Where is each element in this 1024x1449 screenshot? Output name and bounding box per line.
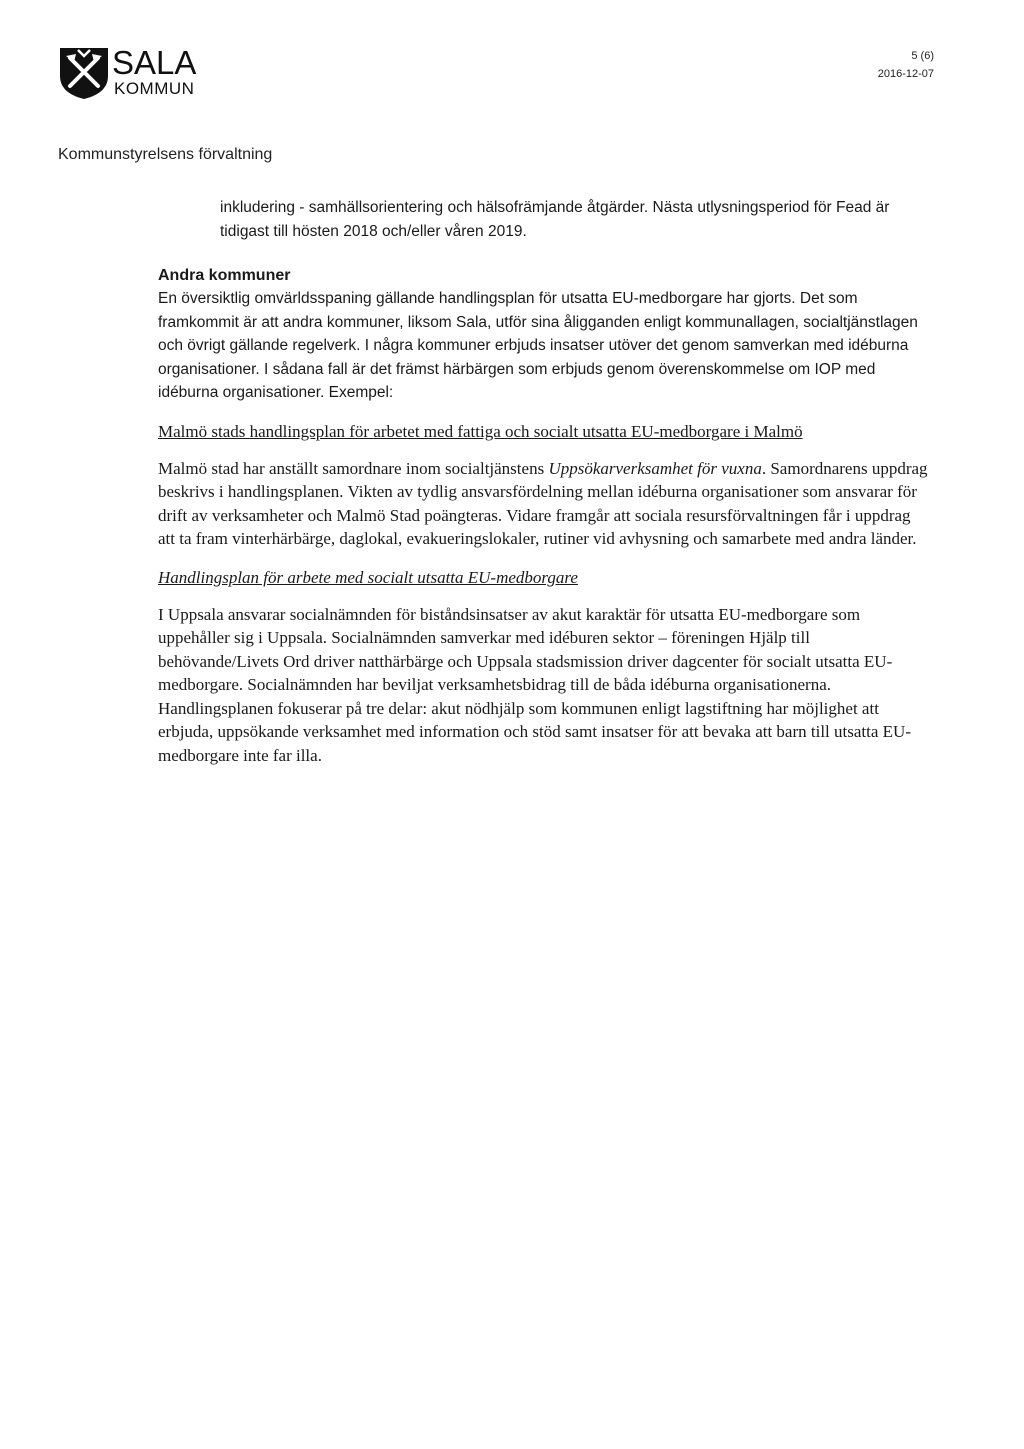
malmo-text-start: Malmö stad har anställt samordnare inom socialtjänstens bbox=[158, 458, 549, 478]
intro-paragraph: inkludering - samhällsorientering och hälsofrämjande åtgärder. Nästa utlysningsperiod för Fead är tidigast till hösten 2018 och/eller våren 2019. bbox=[220, 199, 890, 240]
section-paragraph: En översiktlig omvärldsspaning gällande handlingsplan för utsatta EU-medborgare har gjorts. Det som framkommit är att andra kommuner, liksom Sala, utför sina åligganden enligt kommunallagen, socialtjänstlagen och övrigt gällande regelverk. I några kommuner erbjuds insatser utöver det genom samverkan med idéburna organisationer. I sådana fall är det främst härbärgen som erbjuds genom överenskommelse om IOP med idéburna organisationer. Exempel: bbox=[158, 290, 918, 401]
section-heading: Andra kommuner bbox=[158, 267, 291, 284]
malmo-plan-link[interactable]: Malmö stads handlingsplan för arbetet med fattiga och socialt utsatta EU-medborgare i Malmö bbox=[158, 421, 803, 441]
malmo-text-italic: Uppsökarverksamhet för vuxna bbox=[548, 458, 762, 478]
malmo-paragraph bbox=[158, 457, 928, 551]
sala-kommun-logo bbox=[58, 46, 208, 102]
department-name: Kommunstyrelsens förvaltning bbox=[58, 146, 273, 163]
uppsala-paragraph: I Uppsala ansvarar socialnämnden för biståndsinsatser av akut karaktär för utsatta EU-medborgare som uppehåller sig i Uppsala. Socialnämnden samverkar med idéburen sektor – föreningen Hjälp till behövande/Livets Ord driver natthärbärge och Uppsala stadsmission driver dagcenter för socialt utsatta EU-medborgare. Socialnämnden har beviljat verksamhetsbidrag till de båda idéburna organisationerna. Handlingsplanen fokuserar på tre delar: akut nödhjälp som kommunen enligt lagstiftning har möjlighet att erbjuda, uppsökande verksamhet med information och stöd samt insatser för att bevaka att barn till utsatta EU-medborgare inte far illa. bbox=[158, 604, 911, 765]
malmo-text-end: . Samordnarens uppdrag beskrivs i handlingsplanen. Vikten av tydlig ansvarsfördelning mellan idéburna organisationer som ansvarar för drift av verksamheter och Malmö Stad poängteras. Vidare framgår att sociala resursförvaltningen får i uppdrag att ta fram vinterhärbärge, daglokal, evakueringslokaler, rutiner vid avhysning och samarbete med andra länder. bbox=[158, 458, 928, 548]
page-meta bbox=[878, 47, 934, 83]
uppsala-plan-link[interactable]: Handlingsplan för arbete med socialt utsatta EU-medborgare bbox=[158, 567, 578, 587]
logo-name: SALA bbox=[112, 44, 197, 81]
document-date: 2016-12-07 bbox=[877, 68, 934, 80]
logo-subtitle: KOMMUN bbox=[114, 79, 195, 98]
coat-of-arms-icon bbox=[58, 46, 110, 100]
document-body bbox=[158, 196, 928, 767]
page-number: 5 (6) bbox=[911, 50, 934, 62]
